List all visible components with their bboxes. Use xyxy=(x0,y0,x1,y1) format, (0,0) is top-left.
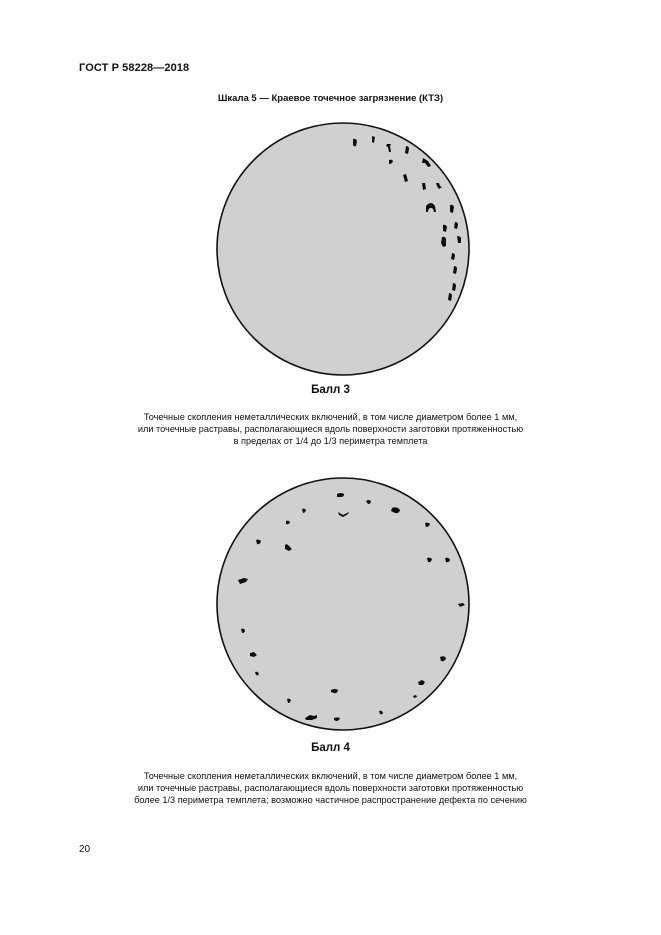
page-number: 20 xyxy=(79,844,91,855)
caption-line: или точечные растравы, располагающиеся вдоль поверхности заготовки протяженностью xyxy=(137,783,524,794)
scale-title: Шкала 5 — Краевое точечное загрязнение (КТЗ) xyxy=(217,93,444,104)
grade-label: Балл 4 xyxy=(311,742,350,754)
caption-line: в пределах от 1/4 до 1/3 периметра темплета xyxy=(233,436,428,447)
caption-line: более 1/3 периметра темплета; возможно частичное распространение дефекта по сечению xyxy=(134,795,527,806)
caption-line: Точечные скопления неметаллических включений, в том числе диаметром более 1 мм, xyxy=(143,412,518,422)
grade-label: Балл 3 xyxy=(311,384,350,396)
document-standard-header: ГОСТ Р 58228—2018 xyxy=(79,62,190,74)
caption-line: Точечные скопления неметаллических включений, в том числе диаметром более 1 мм, xyxy=(143,771,518,781)
spot xyxy=(337,493,344,497)
caption-line: или точечные растравы, располагающиеся вдоль поверхности заготовки протяженностью xyxy=(137,424,524,435)
grade-description xyxy=(0,770,661,807)
